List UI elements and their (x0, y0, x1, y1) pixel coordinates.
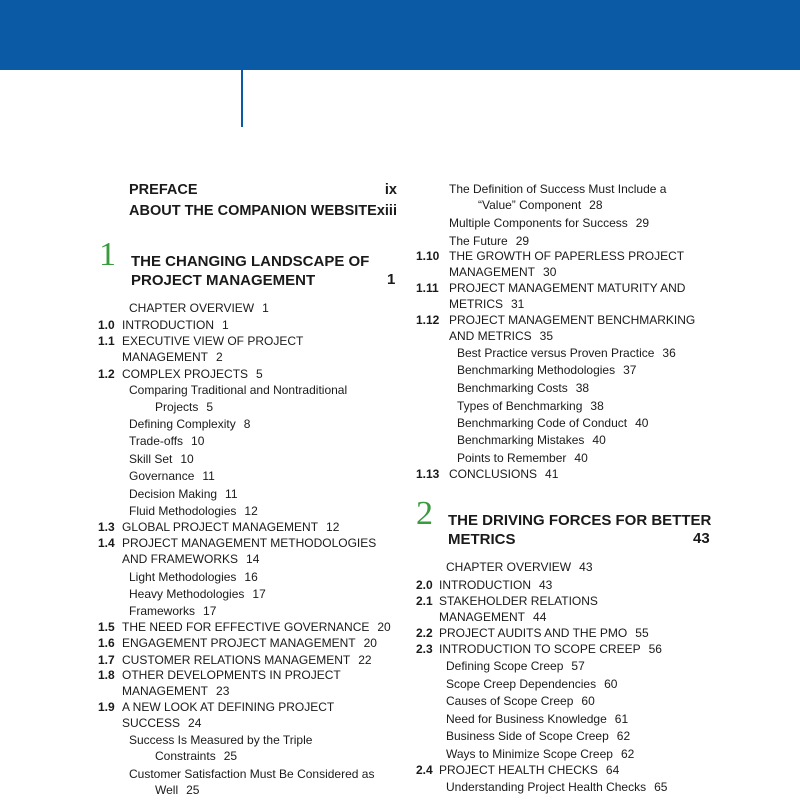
toc-entry[interactable] (439, 609, 546, 625)
toc-entry[interactable] (129, 382, 347, 398)
toc-entry-title: Defining Complexity (129, 417, 236, 431)
toc-entry-title: ENGAGEMENT PROJECT MANAGEMENT (122, 636, 356, 650)
toc-entry-title: CUSTOMER RELATIONS MANAGEMENT (122, 653, 351, 667)
toc-entry-title: PROJECT MANAGEMENT BENCHMARKING (449, 313, 696, 327)
toc-entry-number: 2.3 (416, 642, 433, 656)
toc-entry-page: 1 (262, 301, 269, 315)
toc-entry-number: 1.10 (416, 249, 440, 263)
toc-entry[interactable] (122, 683, 229, 699)
toc-entry-page: 12 (244, 504, 258, 518)
toc-entry-page: 12 (326, 520, 340, 534)
toc-entry-title: Light Methodologies (129, 570, 237, 584)
toc-entry[interactable] (478, 197, 603, 213)
toc-entry-title: Comparing Traditional and Nontraditional (129, 383, 348, 397)
toc-entry-page: 11 (202, 469, 215, 483)
toc-entry-page: 62 (620, 747, 635, 761)
toc-entry-title: Customer Satisfaction Must Be Considered as (129, 767, 375, 781)
toc-entry-title: COMPLEX PROJECTS (122, 367, 249, 381)
chapter-2-page: 43 (693, 530, 710, 547)
toc-entry[interactable] (98, 652, 372, 668)
toc-entry-title: MANAGEMENT (122, 350, 209, 364)
toc-entry-title: Heavy Methodologies (129, 587, 245, 601)
toc-entry-title: Constraints (155, 749, 216, 763)
toc-entry[interactable] (129, 732, 312, 748)
toc-entry-title: SUCCESS (122, 716, 181, 730)
toc-entry-page: 57 (571, 659, 585, 673)
toc-entry-number: 1.5 (98, 620, 115, 634)
toc-entry-number: 1.7 (98, 653, 115, 667)
chapter-1-page: 1 (387, 271, 396, 288)
toc-entry[interactable] (129, 603, 216, 619)
toc-entry-number: 1.3 (98, 520, 115, 534)
toc-entry[interactable] (129, 451, 194, 467)
toc-entry[interactable] (449, 233, 529, 249)
toc-entry-title: PROJECT MANAGEMENT MATURITY AND (449, 281, 686, 295)
toc-entry[interactable] (416, 625, 649, 641)
toc-entry-title: Governance (129, 469, 195, 483)
toc-entry[interactable] (449, 181, 666, 197)
toc-entry-page: 10 (191, 434, 205, 448)
toc-entry-page: 20 (377, 620, 391, 634)
toc-entry-page: 40 (574, 451, 588, 465)
toc-entry[interactable] (98, 317, 229, 333)
toc-entry-page: 37 (623, 363, 637, 377)
toc-entry-number: 1.11 (416, 281, 439, 295)
toc-entry[interactable] (129, 416, 250, 432)
chapter-2-title-line1[interactable]: THE DRIVING FORCES FOR BETTER (448, 512, 712, 529)
toc-entry[interactable] (449, 328, 553, 344)
toc-entry[interactable] (446, 676, 617, 692)
toc-entry-page: 28 (589, 198, 603, 212)
toc-entry-page: 17 (252, 587, 266, 601)
toc-entry-page: 8 (243, 417, 251, 431)
toc-entry-page: 38 (575, 381, 590, 395)
toc-entry-title: Decision Making (129, 487, 218, 501)
toc-entry-title: INTRODUCTION (122, 318, 214, 332)
toc-entry-page: 22 (358, 653, 372, 667)
toc-entry-title: AND METRICS (449, 329, 532, 343)
toc-entry-page: 11 (225, 487, 238, 501)
toc-entry-page: 25 (223, 749, 238, 763)
toc-entry[interactable] (98, 667, 341, 683)
toc-entry-page: 60 (604, 677, 618, 691)
toc-entry[interactable] (98, 519, 340, 535)
toc-entry-title: Best Practice versus Proven Practice (457, 346, 655, 360)
toc-entry-title: A NEW LOOK AT DEFINING PROJECT (122, 700, 335, 714)
toc-entry-page: 20 (363, 636, 377, 650)
toc-entry[interactable] (129, 569, 258, 585)
toc-entry[interactable] (155, 399, 213, 415)
toc-entry-number: 1.6 (98, 636, 115, 650)
toc-entry[interactable] (122, 715, 201, 731)
toc-entry-number: 2.0 (416, 578, 433, 592)
toc-entry-title: Multiple Components for Success (449, 216, 628, 230)
toc-entry-title: Business Side of Scope Creep (446, 729, 609, 743)
toc-entry-page: 14 (246, 552, 260, 566)
toc-entry-title: THE NEED FOR EFFECTIVE GOVERNANCE (122, 620, 370, 634)
toc-entry[interactable] (457, 380, 589, 396)
toc-entry-page: 43 (539, 578, 553, 592)
toc-entry-title: Scope Creep Dependencies (446, 677, 597, 691)
toc-entry-page: 10 (180, 452, 194, 466)
toc-entry-page: 62 (616, 729, 631, 743)
toc-entry-title: Trade-offs (129, 434, 184, 448)
toc-entry[interactable] (98, 333, 304, 349)
toc-entry[interactable] (129, 300, 269, 316)
toc-entry-page: 43 (579, 560, 593, 574)
toc-entry[interactable] (457, 362, 636, 378)
toc-entry[interactable] (416, 312, 696, 328)
toc-entry[interactable] (416, 641, 662, 657)
toc-entry-title: Types of Benchmarking (457, 399, 583, 413)
toc-entry-page: 64 (605, 763, 620, 777)
toc-entry[interactable] (449, 264, 556, 280)
toc-entry[interactable] (129, 766, 374, 782)
toc-entry-title: AND FRAMEWORKS (122, 552, 239, 566)
toc-entry-title: OTHER DEVELOPMENTS IN PROJECT (122, 668, 341, 682)
toc-entry-title: Causes of Scope Creep (446, 694, 574, 708)
chapter-2-number: 2 (416, 495, 433, 532)
toc-entry-page: 17 (203, 604, 217, 618)
toc-entry-title: PROJECT AUDITS AND THE PMO (439, 626, 628, 640)
toc-entry[interactable] (129, 468, 215, 484)
toc-entry-page: 23 (216, 684, 230, 698)
toc-entry-page: 31 (511, 297, 525, 311)
toc-entry-title: MANAGEMENT (449, 265, 536, 279)
toc-entry-title: Benchmarking Costs (457, 381, 568, 395)
toc-entry-number: 2.4 (416, 763, 433, 777)
toc-entry-page: 2 (216, 350, 223, 364)
toc-entry[interactable] (457, 345, 676, 361)
toc-entry-title: Need for Business Knowledge (446, 712, 607, 726)
header-band (0, 0, 800, 70)
toc-entry[interactable] (129, 433, 204, 449)
toc-entry-page: 55 (635, 626, 649, 640)
toc-entry-title: GLOBAL PROJECT MANAGEMENT (122, 520, 319, 534)
toc-entry-number: 1.0 (98, 318, 115, 332)
toc-entry[interactable] (129, 503, 258, 519)
toc-entry[interactable] (416, 593, 598, 609)
toc-entry[interactable] (457, 450, 588, 466)
toc-entry[interactable] (98, 619, 391, 635)
toc-entry[interactable] (446, 779, 667, 795)
toc-entry-title: Ways to Minimize Scope Creep (446, 747, 613, 761)
toc-entry-title: CHAPTER OVERVIEW (129, 301, 255, 315)
toc-entry[interactable] (155, 782, 199, 798)
toc-entry[interactable] (416, 762, 620, 778)
toc-entry-number: 1.13 (416, 467, 440, 481)
toc-entry[interactable] (122, 551, 259, 567)
chapter-2-title-line2[interactable]: METRICS (448, 531, 516, 548)
toc-entry-title: INTRODUCTION TO SCOPE CREEP (439, 642, 641, 656)
toc-entry-page: 35 (539, 329, 554, 343)
toc-entry-number: 1.12 (416, 313, 440, 327)
toc-entry-page: 29 (635, 216, 650, 230)
toc-entry-title: PROJECT HEALTH CHECKS (439, 763, 598, 777)
toc-entry-title: EXECUTIVE VIEW OF PROJECT (122, 334, 304, 348)
toc-entry-title: Projects (155, 400, 199, 414)
toc-entry[interactable] (129, 486, 238, 502)
chapter-1-title-line2[interactable]: PROJECT MANAGEMENT (131, 272, 316, 289)
toc-entry-title: Frameworks (129, 604, 196, 618)
toc-entry-title: THE GROWTH OF PAPERLESS PROJECT (449, 249, 685, 263)
toc-entry[interactable] (155, 748, 237, 764)
toc-entry[interactable] (98, 699, 335, 715)
toc-entry-title: Fluid Methodologies (129, 504, 237, 518)
toc-entry-number: 1.8 (98, 668, 115, 682)
toc-entry-page: 41 (545, 467, 559, 481)
toc-entry[interactable] (449, 296, 524, 312)
toc-entry[interactable] (98, 366, 263, 382)
toc-entry-title: MANAGEMENT (439, 610, 526, 624)
divider-line (241, 0, 243, 127)
toc-entry-page: 38 (590, 399, 604, 413)
toc-entry[interactable] (446, 693, 595, 709)
chapter-1-number: 1 (99, 236, 116, 273)
toc-entry-page: 60 (581, 694, 595, 708)
toc-entry-title: Benchmarking Code of Conduct (457, 416, 628, 430)
toc-entry-title: PROJECT MANAGEMENT METHODOLOGIES (122, 536, 377, 550)
toc-entry-title: Understanding Project Health Checks (446, 780, 647, 794)
toc-entry-title: METRICS (449, 297, 503, 311)
toc-entry-number: 2.2 (416, 626, 433, 640)
toc-entry-page: 61 (614, 712, 629, 726)
toc-entry-page: 5 (206, 400, 214, 414)
toc-entry-number: 1.2 (98, 367, 115, 381)
toc-entry-number: 1.4 (98, 536, 115, 550)
toc-entry[interactable] (98, 635, 377, 651)
toc-entry[interactable] (457, 398, 604, 414)
toc-entry-title: Skill Set (129, 452, 173, 466)
toc-entry-page: 56 (648, 642, 662, 656)
toc-entry-title: Points to Remember (457, 451, 567, 465)
toc-entry-page: 25 (186, 783, 200, 797)
toc-entry-page: 5 (256, 367, 263, 381)
toc-entry[interactable] (446, 711, 628, 727)
toc-entry[interactable] (446, 658, 585, 674)
toc-entry-title: The Definition of Success Must Include a (449, 182, 667, 196)
toc-entry[interactable] (98, 535, 377, 551)
toc-entry-title: Success Is Measured by the Triple (129, 733, 313, 747)
toc-preface[interactable]: PREFACE ix (129, 182, 397, 198)
toc-entry[interactable] (457, 415, 648, 431)
toc-entry-number: 1.9 (98, 700, 115, 714)
toc-entry-page: 1 (222, 318, 229, 332)
toc-entry[interactable] (416, 248, 685, 264)
toc-entry[interactable] (457, 432, 606, 448)
toc-entry-title: CONCLUSIONS (449, 467, 538, 481)
toc-entry-title: Well (155, 783, 179, 797)
toc-entry-number: 2.1 (416, 594, 433, 608)
toc-companion-website[interactable]: ABOUT THE COMPANION WEBSITE xiii (129, 203, 397, 219)
toc-entry-page: 40 (635, 416, 649, 430)
toc-entry-page: 44 (533, 610, 547, 624)
toc-entry-title: MANAGEMENT (122, 684, 209, 698)
toc-entry[interactable] (446, 746, 634, 762)
toc-entry-page: 29 (515, 234, 530, 248)
toc-entry-title: CHAPTER OVERVIEW (446, 560, 572, 574)
toc-entry-page: 65 (654, 780, 668, 794)
toc-entry[interactable] (416, 280, 686, 296)
toc-entry-title: Benchmarking Mistakes (457, 433, 585, 447)
toc-entry[interactable] (449, 215, 649, 231)
toc-entry-title: STAKEHOLDER RELATIONS (439, 594, 598, 608)
toc-entry[interactable] (122, 349, 223, 365)
toc-entry-page: 16 (244, 570, 258, 584)
toc-entry-page: 24 (188, 716, 202, 730)
toc-entry[interactable] (416, 466, 559, 482)
toc-entry-page: 30 (543, 265, 557, 279)
toc-entry-page: 40 (592, 433, 606, 447)
toc-entry-page: 36 (662, 346, 676, 360)
toc-entry[interactable] (416, 577, 553, 593)
toc-entry-title: Defining Scope Creep (446, 659, 564, 673)
chapter-1-title-line1[interactable]: THE CHANGING LANDSCAPE OF (131, 253, 370, 270)
toc-entry-title: Benchmarking Methodologies (457, 363, 616, 377)
toc-entry[interactable] (446, 728, 630, 744)
toc-entry-title: The Future (449, 234, 508, 248)
toc-entry[interactable] (129, 586, 266, 602)
toc-entry-title: INTRODUCTION (439, 578, 531, 592)
toc-entry[interactable] (446, 559, 593, 575)
toc-entry-number: 1.1 (98, 334, 115, 348)
toc-entry-title: “Value” Component (478, 198, 582, 212)
